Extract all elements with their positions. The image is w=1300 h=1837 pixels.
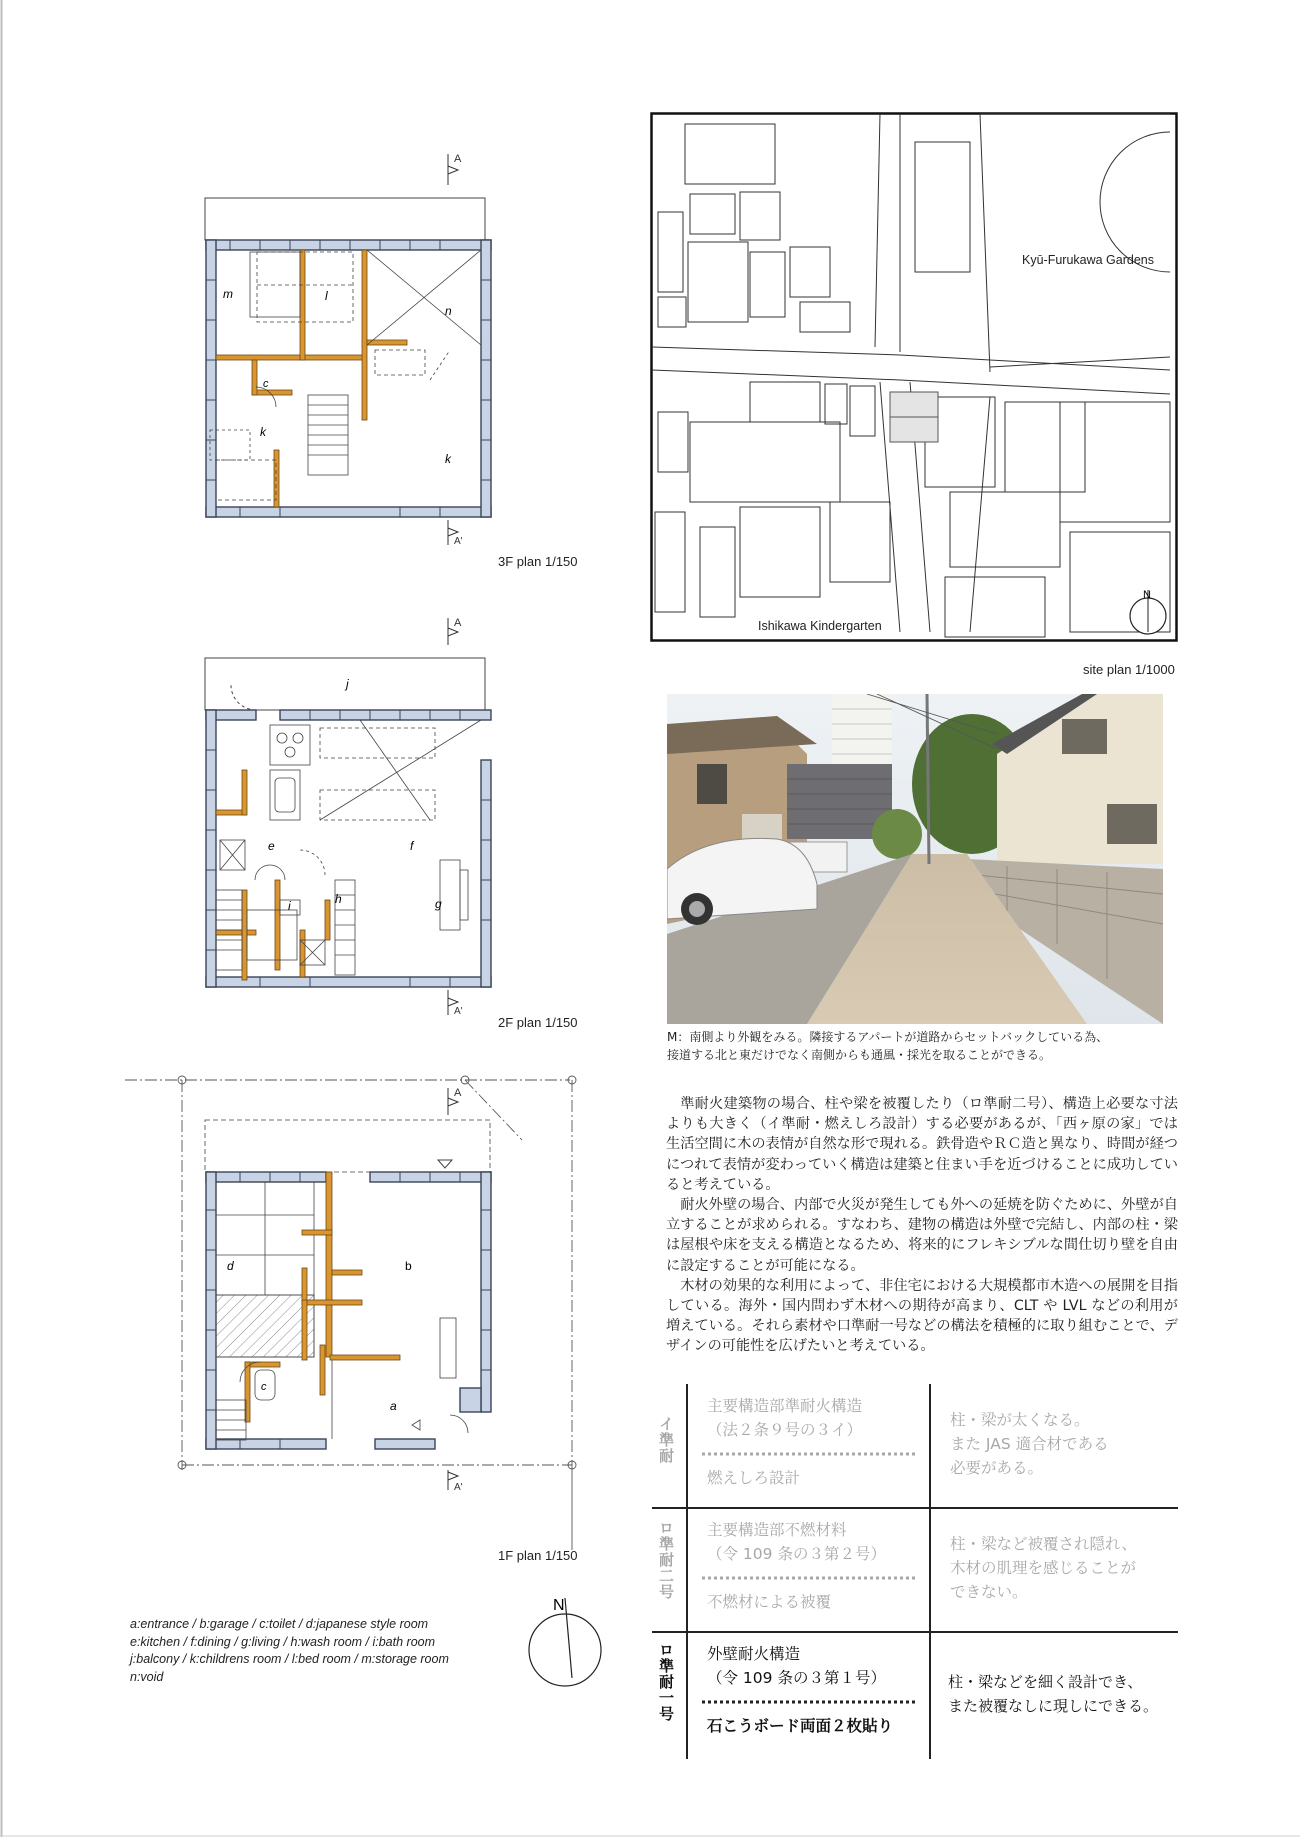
room-legend	[130, 1616, 449, 1686]
row-label-ro-juntai-1: ロ準耐一号	[657, 1642, 675, 1722]
room-label-k-left: k	[260, 425, 266, 439]
plan-caption-1f: 1F plan 1/150	[498, 1548, 578, 1563]
street-photo	[667, 694, 1163, 1024]
row-label-ro-juntai-2: ロ準耐二号	[657, 1520, 675, 1600]
site-plan-map	[650, 112, 1180, 644]
row2-note	[950, 1532, 1175, 1604]
label-kyu-furukawa-gardens: Kyū-Furukawa Gardens	[1022, 253, 1155, 267]
site-plan-caption: site plan 1/1000	[1083, 662, 1175, 677]
section-label-a-bottom: A'	[454, 1006, 463, 1017]
section-label-a-bottom: A'	[454, 536, 463, 547]
spec-line: 主要構造部準耐火構造	[707, 1397, 863, 1415]
plan-caption-3f: 3F plan 1/150	[498, 554, 578, 569]
plan-caption-2f: 2F plan 1/150	[498, 1015, 578, 1030]
note-line: また被覆なしに現しにできる。	[948, 1697, 1159, 1715]
room-label-i: i	[288, 899, 291, 913]
site-north-label: N	[1143, 589, 1151, 601]
label-ishikawa-kindergarten: Ishikawa Kindergarten	[758, 619, 882, 633]
row1-spec	[707, 1394, 927, 1442]
spec-line: （令 109 条の３第２号）	[707, 1545, 886, 1563]
row2-spec	[707, 1518, 927, 1566]
photo-caption-line: 接道する北と東だけでなく南側からも通風・採光を取ることができる。	[667, 1048, 1052, 1062]
spec-line: （法２条９号の３イ）	[707, 1421, 863, 1439]
row1-method: 燃えしろ設計	[707, 1469, 801, 1487]
room-label-a: a	[390, 1399, 397, 1413]
row2-method: 不燃材による被覆	[707, 1593, 832, 1611]
note-line: 必要がある。	[950, 1459, 1044, 1477]
legend-line: a:entrance / b:garage / c:toilet / d:japanese style room	[130, 1617, 429, 1631]
room-label-m: m	[223, 287, 233, 301]
north-label: N	[553, 1597, 565, 1614]
row3-spec	[707, 1642, 927, 1690]
spec-line: 外壁耐火構造	[707, 1645, 801, 1663]
note-line: できない。	[950, 1583, 1028, 1601]
floor-plan-1f	[120, 1070, 590, 1570]
room-label-c: c	[263, 378, 269, 390]
room-label-e: e	[268, 839, 275, 853]
body-paragraph: 木材の効果的な利用によって、非住宅における大規模都市木造への展開を目指している。海外・国内問わず木材への期待が高まり、CLT や LVL などの利用が増えている。それら素材や口準耐一号などの構法を積極的に取り組むことで、デザインの可能性を広げたいと考えている。	[666, 1277, 1178, 1355]
body-text	[666, 1094, 1178, 1357]
spec-line: 主要構造部不燃材料	[707, 1521, 847, 1539]
room-label-k-right: k	[445, 452, 451, 466]
room-label-g: g	[435, 897, 442, 911]
room-label-b: b	[405, 1259, 412, 1273]
floor-plan-2f	[160, 610, 560, 1020]
floor-plan-3f	[160, 140, 560, 550]
section-label-a-top: A	[454, 617, 462, 629]
note-line: 柱・梁が太くなる。	[950, 1411, 1090, 1429]
room-label-h: h	[335, 892, 342, 906]
row3-method: 石こうボード両面２枚貼り	[707, 1717, 894, 1735]
legend-line: n:void	[130, 1669, 164, 1684]
spec-line: （令 109 条の３第１号）	[707, 1669, 886, 1687]
note-line: また JAS 適合材である	[950, 1435, 1109, 1453]
room-label-f: f	[410, 839, 414, 853]
room-label-j: j	[346, 677, 349, 691]
room-label-l: l	[325, 289, 328, 303]
section-label-a-bottom: A'	[454, 1482, 463, 1493]
note-line: 木材の肌理を感じることが	[950, 1559, 1137, 1577]
body-paragraph: 準耐火建築物の場合、柱や梁を被覆したり（ロ準耐二号）、構造上必要な寸法よりも大きく（イ準耐・燃えしろ設計）する必要があるが、「西ヶ原の家」では生活空間に木の表情が自然な形で現れる。鉄骨造やＲＣ造と異なり、時間が経つにつれて表情が変わっていく構造は建築と住まい手を近づけることに成功していると考えている。	[666, 1096, 1178, 1193]
legend-line: e:kitchen / f:dining / g:living / h:wash room / i:bath room	[130, 1634, 436, 1649]
room-label-c: c	[261, 1381, 267, 1393]
row1-note	[950, 1408, 1175, 1480]
legend-line: j:balcony / k:childrens room / l:bed room / m:storage room	[130, 1652, 449, 1666]
row3-note	[948, 1670, 1178, 1718]
body-paragraph: 耐火外壁の場合、内部で火災が発生しても外への延焼を防ぐために、外壁が自立することが求められる。すなわち、建物の構造は外壁で完結し、内部の柱・梁は屋根や床を支える構造となるため、将来的にフレキシブルな間仕切り壁を自由に設定することが可能になる。	[666, 1197, 1178, 1274]
photo-caption-line: M：南側より外観をみる。隣接するアパートが道路からセットバックしている為、	[667, 1030, 1109, 1044]
photo-caption	[667, 1028, 1177, 1064]
north-arrow-icon	[525, 1590, 615, 1690]
comparison-table	[652, 1384, 1178, 1759]
row-label-i-juntai: イ準耐	[657, 1416, 675, 1464]
section-label-a-top: A	[454, 1087, 462, 1099]
note-line: 柱・梁などを細く設計でき、	[948, 1673, 1143, 1691]
note-line: 柱・梁など被覆され隠れ、	[950, 1535, 1137, 1553]
section-label-a-top: A	[454, 153, 462, 165]
room-label-d: d	[227, 1259, 234, 1273]
room-label-n: n	[445, 304, 452, 318]
